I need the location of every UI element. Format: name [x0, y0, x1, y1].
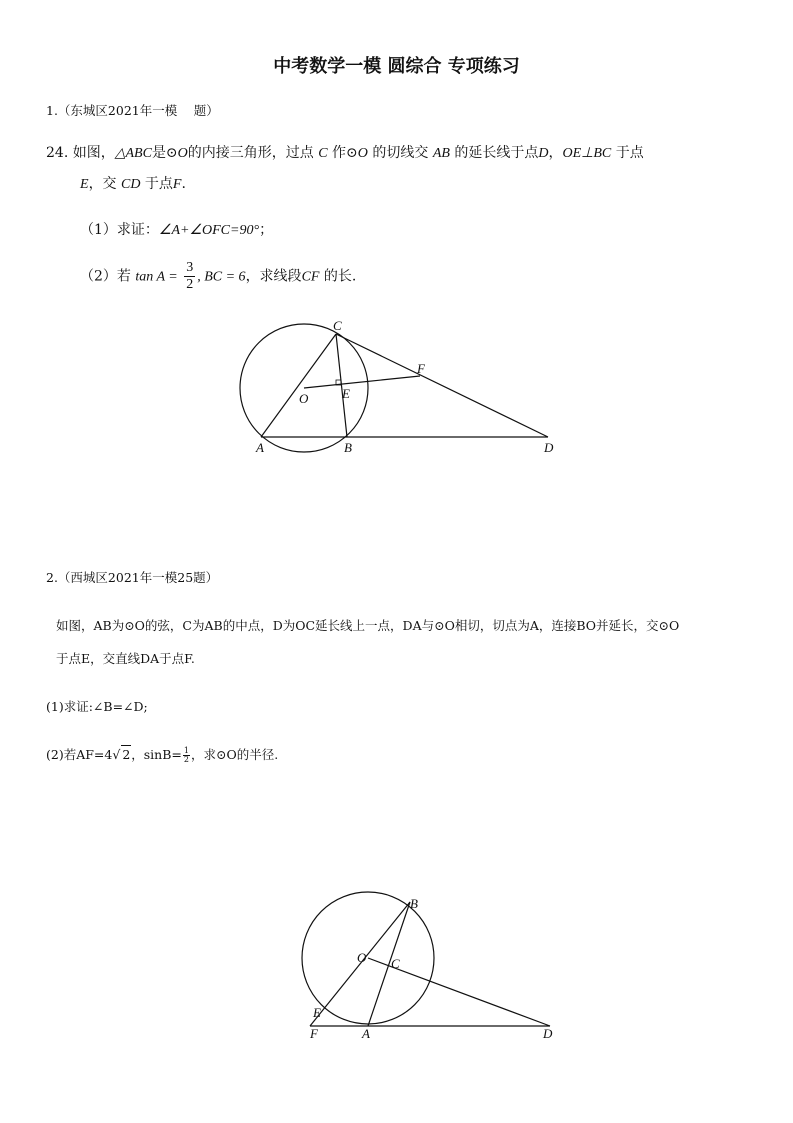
label-C: C — [333, 318, 342, 333]
q1-text: 的延长线于点 — [454, 145, 539, 161]
fraction-denominator: 2 — [183, 755, 189, 764]
q2-part1: (1)求证:∠B=∠D; — [46, 699, 148, 714]
q1-math: C — [318, 146, 328, 161]
q1-math: CD — [121, 177, 141, 192]
fraction-numerator: 1 — [183, 746, 189, 755]
label-C: C — [391, 956, 400, 971]
q1-number: 24. — [46, 145, 69, 161]
q1-math: △ABC — [114, 146, 152, 161]
q1-math: , BC = 6 — [197, 269, 246, 285]
label-O: O — [357, 950, 367, 965]
q1-text: . — [181, 176, 186, 192]
q2-stem-line2: 于点E，交直线DA于点F. — [56, 651, 195, 666]
page-title: 中考数学一模 圆综合 专项练习 — [273, 56, 520, 77]
fraction-denominator: 2 — [186, 277, 194, 292]
q1-text: ； — [259, 222, 274, 238]
q1-text: ，交 — [88, 176, 117, 192]
q1-math: D — [538, 146, 549, 161]
label-E: E — [342, 386, 350, 401]
fraction-numerator: 3 — [186, 260, 194, 275]
q1-figure — [230, 312, 570, 462]
q1-source: 1.（东城区2021年一模 题） — [46, 103, 219, 118]
q1-stem-line2 — [80, 175, 186, 194]
q1-math: tan A = — [135, 269, 178, 285]
label-B: B — [410, 896, 418, 911]
q1-fraction — [184, 260, 195, 293]
q2-text: (2)若AF=4 — [46, 747, 113, 762]
label-D: D — [544, 440, 554, 455]
q1-part1-expr: ∠A+∠OFC=90° — [158, 223, 260, 238]
q1-text: 的长. — [323, 268, 357, 285]
q1-part1 — [80, 221, 273, 240]
q1-text: 于点 — [615, 145, 644, 161]
q1-math: AB — [432, 146, 450, 161]
q1-math: CF — [301, 269, 320, 285]
q1-math: OE⊥BC — [562, 146, 612, 161]
label-F: F — [417, 361, 425, 376]
sqrt-radicand: 2 — [122, 747, 131, 762]
q1-math: O — [357, 146, 368, 161]
q2-stem-line1: 如图，AB为⊙O的弦，C为AB的中点，D为OC延长线上一点，DA与⊙O相切，切点为A，连接BO并延长，交⊙O — [56, 618, 680, 633]
q1-text: 作⊙ — [332, 145, 358, 161]
q1-math: F — [172, 177, 182, 192]
line-OF — [304, 376, 420, 388]
q2-text: ，sinB= — [131, 747, 182, 762]
q1-math: E — [80, 177, 89, 192]
q1-text: 是⊙ — [151, 145, 178, 161]
q1-part2 — [80, 260, 356, 294]
q1-text: 的切线交 — [372, 145, 429, 161]
q2-figure — [300, 890, 570, 1040]
q1-math: O — [177, 146, 188, 161]
q1-text: 于点 — [144, 176, 173, 192]
label-B: B — [344, 440, 352, 455]
q1-part2-label: （2）若 — [80, 268, 131, 285]
q2-fraction — [183, 747, 190, 764]
q1-text: ， — [548, 145, 563, 161]
label-A: A — [362, 1026, 370, 1040]
label-D: D — [543, 1026, 553, 1040]
sqrt-sign: √ — [112, 747, 121, 762]
q1-text: 如图， — [72, 145, 115, 161]
label-A: A — [256, 440, 264, 455]
label-F: F — [310, 1026, 318, 1040]
line-AB — [368, 902, 410, 1026]
q2-source: 2.（西城区2021年一模25题） — [46, 570, 219, 585]
q1-part1-label: （1）求证： — [80, 222, 159, 238]
label-E: E — [313, 1005, 321, 1020]
q1-text: 的内接三角形，过点 — [187, 145, 314, 161]
q1-text: ，求线段 — [245, 268, 302, 285]
q2-part2 — [46, 745, 278, 764]
q2-text: ，求⊙O的半径. — [190, 747, 279, 762]
label-O: O — [299, 391, 309, 406]
q1-stem-line1 — [46, 144, 644, 163]
